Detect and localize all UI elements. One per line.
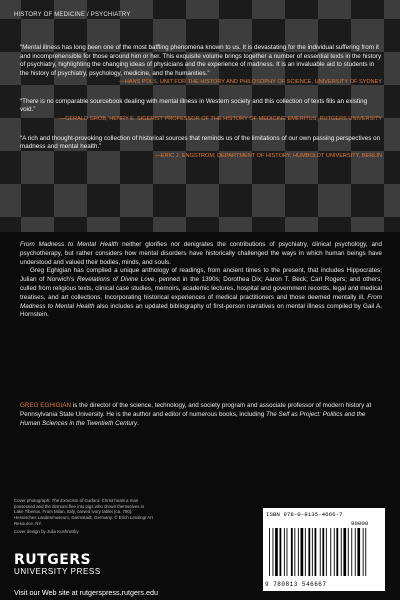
isbn-number: ISBN 978-0-8135-4666-7 — [266, 511, 343, 518]
book-title: From Madness to Mental Health — [20, 293, 382, 310]
publisher-name: RUTGERS — [14, 552, 92, 568]
blurb — [20, 98, 382, 124]
author-book-title: The Self as Project: Politics and the Human Sciences in the Twentieth Century — [20, 410, 366, 427]
design-credit: Cover design by Julia Kushnirsky — [14, 528, 79, 534]
book-description — [20, 241, 382, 320]
category-label: HISTORY OF MEDICINE / PSYCHIATRY — [14, 12, 131, 18]
author-bio — [20, 402, 382, 428]
description-paragraph — [20, 241, 382, 267]
description-text: , penned in the 1390s; Dorothea Dix; Aaron T. Beck; Carl Rogers; and others, culled from religious texts, clinical case studies, memoirs, academic lectures, hospital and government records, legal and medical treatises, and art collections. Incorporating historical experiences of medical practitioners and those deemed mentally ill, — [20, 276, 382, 301]
description-paragraph — [20, 267, 382, 320]
blurb-text: “There is no comparable sourcebook dealing with mental illness in Western society and this collection of texts fills an existing void.” — [20, 97, 368, 114]
barcode-icon — [265, 520, 383, 579]
photo-credit-prefix: Cover photograph: — [14, 498, 52, 503]
book-title: From Madness to Mental Health — [20, 241, 119, 248]
photo-title: The Exorcism of Gadara: — [51, 498, 101, 503]
publisher-subname: UNIVERSITY PRESS — [14, 567, 101, 576]
photo-credit — [14, 498, 154, 527]
cover-credits — [14, 498, 154, 536]
author-bio-end: . — [137, 419, 139, 427]
blurb-attribution: —HANS POLS, UNIT FOR THE HISTORY AND PHILOSOPHY OF SCIENCE, UNIVERSITY OF SYDNEY — [119, 79, 382, 86]
description-text: Greg Eghigian has compiled a unique anthology of readings, from ancient times to the present, that includes Hippocrates; Julian of Norwich’s — [20, 267, 382, 284]
blurb-text: “A rich and thought-provoking collection of historical sources that reminds us of the limitations of our own passing perspectives on madness and mental health.” — [20, 134, 381, 151]
author-bio-text: is the director of the science, technology, and society program and associate professor of modern history at Pennsylvania State University. He is the author and editor of numerous books, including — [20, 402, 372, 418]
description-text: neither glorifies nor denigrates the contributions of psychiatry, clinical psychology, and psychotherapy, but rather considers how mental disorders have historically challenged the ways in which human beings have understood and valued their bodies, minds, and souls. — [20, 241, 382, 266]
description-text: also includes an updated bibliography of first-person narratives on mental illness compiled by Gail A. Hornstein. — [20, 302, 382, 319]
blurb-attribution: —ERIC J. ENGSTROM, DEPARTMENT OF HISTORY, HUMBOLDT UNIVERSITY, BERLIN — [155, 152, 382, 159]
blurb — [20, 44, 382, 87]
author-name: GREG EGHIGIAN — [20, 402, 72, 409]
photo-credit-text: Christ heals a man possessed and the demons flee into pigs who drown themselves in Lake Tiberius. From Milan, Italy, carved ivory tablet (ca. 790). Hessisches Landesmuseum, Darmstadt, Germany. © Erich Lessing/ Art Resource, NY. — [14, 498, 153, 526]
barcode-digits: 9 780813 546667 — [265, 581, 327, 588]
publisher-logo — [14, 553, 101, 576]
publisher-website: Visit our Web site at rutgerspress.rutgers.edu — [14, 588, 158, 597]
blurbs — [20, 44, 382, 171]
blurb-attribution: —GERALD GROB, HENRY E. SIGERIST PROFESSOR OF THE HISTORY OF MEDICINE EMERITUS, RUTGERS UNIVERSITY — [59, 116, 382, 123]
work-title: Revelations of Divine Love — [77, 276, 155, 284]
blurb — [20, 135, 382, 161]
isbn-text — [266, 511, 353, 518]
blurb-text: “Mental illness has long been one of the most baffling phenomena known to us. It is devastating for the individual suffering from it and incomprehensible for those around him or her. This exquisite volume brings together a number of essential texts in the history of psychiatry, highlighting the changing ideas of physicians and the experience of madness. It is an invaluable aid to students in the history of psychiatry, psychology, medicine, and the humanities.” — [20, 44, 382, 77]
price-code: 90000 — [351, 520, 369, 527]
